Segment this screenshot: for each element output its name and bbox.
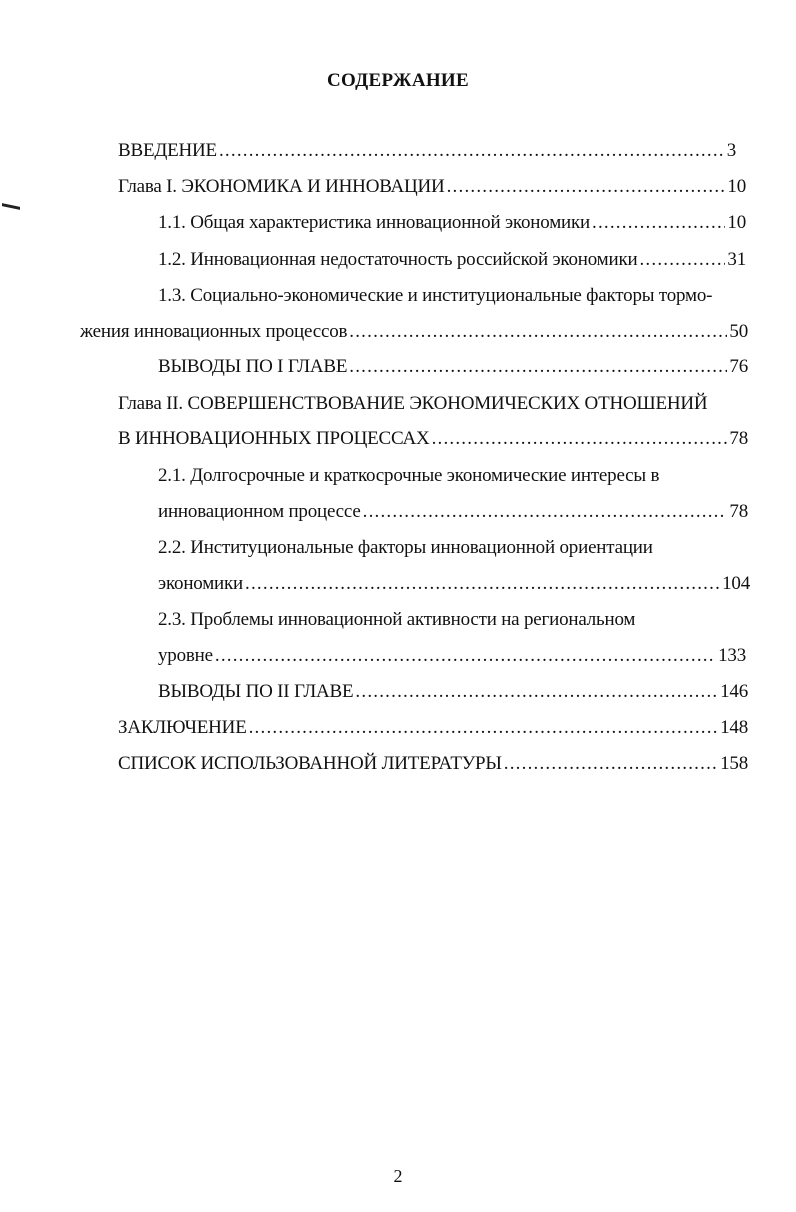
toc-entry-title: 2.1. Долгосрочные и краткосрочные экономические интересы в — [158, 465, 660, 486]
toc-entry-1-2[interactable] — [158, 249, 746, 275]
toc-entry-2-1-continued[interactable] — [158, 501, 748, 527]
toc-entry-chapter-2[interactable] — [118, 393, 754, 419]
toc-page-number: 10 — [727, 176, 746, 197]
toc-page-number: 3 — [726, 140, 736, 161]
toc-entry-references[interactable] — [118, 753, 748, 779]
toc-page-number: 158 — [720, 753, 748, 774]
toc-entry-title: 1.1. Общая характеристика инновационной экономики — [158, 212, 590, 233]
toc-page-number: 104 — [722, 573, 750, 594]
toc-page-number: 76 — [729, 356, 748, 377]
toc-entry-2-3-continued[interactable] — [158, 645, 746, 671]
leader-dots — [249, 717, 718, 739]
page-title: СОДЕРЖАНИЕ — [327, 70, 469, 91]
toc-entry-1-3[interactable] — [158, 285, 752, 311]
toc-page-number: 133 — [718, 645, 746, 666]
toc-page-number: 148 — [720, 717, 748, 738]
toc-entry-title: ВЫВОДЫ ПО I ГЛАВЕ — [158, 356, 348, 377]
toc-entry-title: ВВЕДЕНИЕ — [118, 140, 217, 161]
toc-entry-chapter-1[interactable] — [118, 176, 746, 202]
toc-entry-title: 1.3. Социально-экономические и институциональные факторы тормо- — [158, 285, 713, 306]
leader-dots — [349, 321, 727, 343]
toc-entry-title: 2.2. Институциональные факторы инновационной ориентации — [158, 537, 653, 558]
leader-dots — [349, 356, 727, 378]
toc-page-number: 10 — [727, 212, 746, 233]
toc-page-number: 31 — [727, 249, 746, 270]
toc-page-number: 50 — [729, 321, 748, 342]
toc-entry-title: жения инновационных процессов — [80, 321, 348, 342]
toc-entry-title: ВЫВОДЫ ПО II ГЛАВЕ — [158, 681, 354, 702]
toc-entry-title: уровне — [158, 645, 213, 666]
toc-entry-title: инновационном процессе — [158, 501, 361, 522]
toc-entry-conclusions-1[interactable] — [158, 356, 748, 382]
leader-dots — [639, 249, 725, 271]
toc-entry-title: Глава I. ЭКОНОМИКА И ИННОВАЦИИ — [118, 176, 445, 197]
leader-dots — [245, 573, 720, 595]
leader-dots — [447, 176, 726, 198]
leader-dots — [504, 753, 718, 775]
leader-dots — [219, 140, 725, 162]
scan-artifact — [2, 203, 20, 210]
toc-entry-1-3-continued[interactable] — [80, 321, 748, 347]
toc-entry-conclusions-2[interactable] — [158, 681, 748, 707]
leader-dots — [432, 428, 728, 450]
page-number: 2 — [393, 1166, 403, 1186]
leader-dots — [355, 681, 718, 703]
toc-entry-title: 2.3. Проблемы инновационной активности на региональном — [158, 609, 636, 630]
toc-entry-title: В ИННОВАЦИОННЫХ ПРОЦЕССАХ — [118, 428, 430, 449]
toc-entry-2-2[interactable] — [158, 537, 718, 563]
toc-entry-2-1[interactable] — [158, 465, 718, 491]
toc-entry-title: 1.2. Инновационная недостаточность российской экономики — [158, 249, 638, 270]
toc-entry-2-3[interactable] — [158, 609, 718, 635]
toc-entry-title: ЗАКЛЮЧЕНИЕ — [118, 717, 247, 738]
toc-entry-title: СПИСОК ИСПОЛЬЗОВАННОЙ ЛИТЕРАТУРЫ — [118, 753, 502, 774]
toc-entry-1-1[interactable] — [158, 212, 746, 238]
toc-entry-introduction[interactable] — [118, 140, 736, 166]
toc-entry-title: Глава II. СОВЕРШЕНСТВОВАНИЕ ЭКОНОМИЧЕСКИХ ОТНОШЕНИЙ — [118, 393, 708, 414]
toc-page-number: 146 — [720, 681, 748, 702]
toc-entry-2-2-continued[interactable] — [158, 573, 750, 599]
leader-dots — [592, 212, 725, 234]
leader-dots — [363, 501, 728, 523]
toc-entry-conclusion[interactable] — [118, 717, 748, 743]
toc-entry-chapter-2-continued[interactable] — [118, 428, 748, 454]
toc-page-number: 78 — [729, 501, 748, 522]
leader-dots — [215, 645, 716, 667]
toc-entry-title: экономики — [158, 573, 244, 594]
toc-page-number: 78 — [729, 428, 748, 449]
